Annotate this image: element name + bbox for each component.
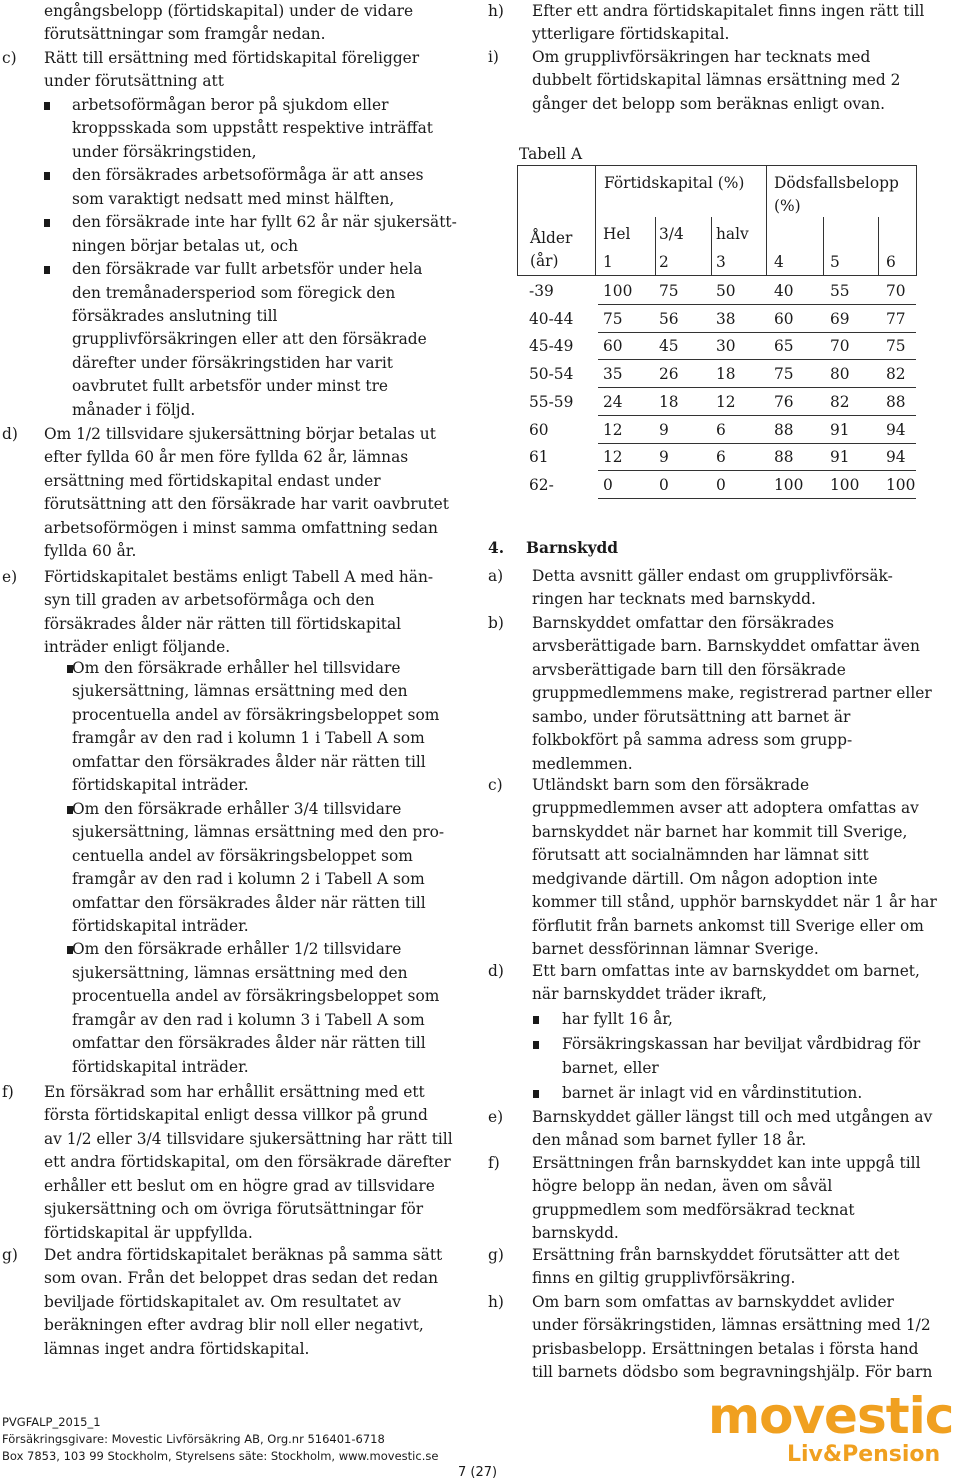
table-column-number: 4 — [774, 253, 784, 271]
paragraph-line: sjukersättning och om övriga förutsättningar för — [44, 1200, 424, 1219]
table-cell: 100 — [774, 475, 804, 494]
table-cell: 0 — [603, 475, 613, 494]
table-row-rule — [598, 498, 916, 499]
table-cell: 18 — [659, 392, 679, 411]
table-divider — [916, 165, 917, 275]
paragraph-line: barnskyddet när barnet har kommit till Sverige, — [532, 822, 908, 841]
table-divider — [823, 217, 824, 275]
table-group-header: Förtidskapital (%) — [604, 174, 745, 192]
bullet-line: sjukersättning, lämnas ersättning med den pro- — [72, 823, 445, 842]
section-title: Barnskydd — [526, 539, 619, 557]
paragraph-line: när barnskyddet träder ikraft, — [532, 985, 767, 1004]
paragraph-line: Efter ett andra förtidskapitalet finns ingen rätt till — [532, 2, 925, 20]
table-cell: 88 — [886, 392, 906, 411]
paragraph-line: till barnets dödsbo som begravningshjälp. För barn — [532, 1363, 933, 1382]
table-row-age: 55-59 — [529, 392, 574, 411]
bullet-marker — [533, 1016, 539, 1024]
table-cell: 60 — [774, 309, 794, 328]
table-row-age: 45-49 — [529, 337, 574, 356]
paragraph-line: gruppmedlem som medförsäkrad tecknat — [532, 1200, 855, 1219]
bullet-line: Om den försäkrade erhåller hel tillsvidare — [72, 659, 401, 677]
paragraph-line: barnet dessförinnan lämnar Sverige. — [532, 940, 819, 959]
table-group-header: (%) — [774, 197, 801, 215]
bullet-line: försäkrades anslutning till — [72, 306, 278, 325]
paragraph-line: arvsberättigade barn. Barnskyddet omfattar även — [532, 637, 920, 656]
paragraph-line: gånger det belopp som beräknas enligt ovan. — [532, 94, 886, 113]
table-column-number: 6 — [886, 253, 896, 271]
paragraph-line: gruppmedlemmens make, registrerad partner eller — [532, 684, 932, 703]
paragraph-line: kommer till stånd, upphör barnskyddet när 1 år har — [532, 893, 937, 912]
table-cell: 82 — [886, 365, 906, 384]
bullet-line: månader i följd. — [72, 400, 196, 419]
table-cell: 88 — [774, 448, 794, 467]
footer-insurer: Försäkringsgivare: Movestic Livförsäkring AB, Org.nr 516401-6718 — [2, 1432, 385, 1446]
bullet-marker — [44, 172, 50, 180]
table-cell: 91 — [830, 420, 850, 439]
table-cell: 88 — [774, 420, 794, 439]
paragraph-line: första förtidskapital enligt dessa villkor på grund — [44, 1106, 428, 1125]
table-cell: 55 — [830, 282, 850, 300]
paragraph-line: efter fyllda 60 år men före fyllda 62 år, lämnas — [44, 448, 409, 467]
table-row-rule — [598, 332, 916, 333]
bullet-marker — [533, 1041, 539, 1049]
table-sub-header: halv — [716, 225, 749, 243]
table-row-header: Ålder — [530, 229, 573, 247]
bullet-line: därefter under försäkringstiden har varit — [72, 353, 393, 372]
bullet-line: oavbrutet fullt arbetsför under minst tre — [72, 377, 389, 396]
table-cell: 75 — [659, 282, 679, 300]
paragraph-line: Ett barn omfattas inte av barnskyddet om barnet, — [532, 962, 920, 980]
bullet-line: barnet är inlagt vid en vårdinstitution. — [562, 1084, 863, 1103]
paragraph-line: finns en giltig grupplivförsäkring. — [532, 1269, 796, 1288]
paragraph-line: den månad som barnet fyller 18 år. — [532, 1131, 807, 1150]
paragraph-line: beviljade förtidskapitalet av. Om resultatet av — [44, 1292, 401, 1311]
table-column-number: 5 — [830, 253, 840, 271]
paragraph-line: dubbelt förtidskapital lämnas ersättning med 2 — [532, 71, 901, 90]
table-cell: 100 — [886, 475, 916, 494]
table-cell: 82 — [830, 392, 850, 411]
table-cell: 69 — [830, 309, 850, 328]
bullet-line: framgår av den rad i kolumn 3 i Tabell A som — [72, 1010, 425, 1029]
bullet-line: omfattar den försäkrades ålder när rätten till — [72, 1034, 426, 1053]
bullet-line: under försäkringstiden, — [72, 142, 257, 161]
paragraph-line: Utländskt barn som den försäkrade — [532, 776, 810, 794]
table-cell: 94 — [886, 448, 906, 467]
table-cell: 75 — [774, 365, 794, 384]
paragraph-line: Barnskyddet gäller längst till och med utgången av — [532, 1108, 933, 1126]
table-divider — [766, 165, 767, 275]
bullet-line: som varaktigt nedsatt med minst hälften, — [72, 189, 395, 208]
paragraph-line: medlemmen. — [532, 754, 633, 773]
paragraph-line: gruppmedlemmen avser att adoptera omfattas av — [532, 799, 919, 818]
paragraph-line: Om grupplivförsäkringen har tecknats med — [532, 48, 871, 66]
table-divider — [878, 217, 879, 275]
bullet-line: barnet, eller — [562, 1058, 659, 1077]
paragraph-line: beräkningen efter avdrag blir noll eller negativt, — [44, 1316, 424, 1335]
item-label: d) — [488, 962, 504, 980]
bullet-line: grupplivförsäkringen eller att den försäkrade — [72, 330, 427, 349]
paragraph-line: Rätt till ersättning med förtidskapital föreligger — [44, 49, 420, 67]
table-column-number: 2 — [659, 253, 669, 271]
paragraph-line: Detta avsnitt gäller endast om grupplivförsäk- — [532, 567, 893, 585]
item-label: c) — [2, 49, 17, 67]
paragraph-line: En försäkrad som har erhållit ersättning med ett — [44, 1083, 425, 1101]
bullet-line: framgår av den rad i kolumn 2 i Tabell A som — [72, 870, 425, 889]
table-cell: 9 — [659, 420, 669, 439]
paragraph-line: engångsbelopp (förtidskapital) under de vidare — [44, 2, 414, 20]
table-cell: 0 — [716, 475, 726, 494]
table-cell: 40 — [774, 282, 794, 300]
paragraph-line: barnskydd. — [532, 1224, 619, 1243]
table-cell: 45 — [659, 337, 679, 356]
paragraph-line: arvsberättigade barn till den försäkrade — [532, 660, 846, 679]
paragraph-line: under förutsättning att — [44, 72, 224, 91]
bullet-line: den tremånadersperiod som föregick den — [72, 283, 396, 302]
table-group-header: Dödsfallsbelopp — [774, 174, 899, 192]
paragraph-line: förutsättning att den försäkrade har varit oavbrutet — [44, 495, 449, 514]
table-cell: 76 — [774, 392, 794, 411]
paragraph-line: medgivande därtill. Om någon adoption inte — [532, 869, 878, 888]
bullet-line: Om den försäkrade erhåller 1/2 tillsvidare — [72, 940, 402, 959]
movestic-logo: movestic — [708, 1387, 954, 1445]
item-label: i) — [488, 48, 499, 66]
table-row-header: (år) — [530, 252, 559, 270]
paragraph-line: Om barn som omfattas av barnskyddet avlider — [532, 1293, 894, 1311]
table-cell: 75 — [603, 309, 623, 328]
table-row-rule — [598, 470, 916, 471]
table-divider — [655, 217, 656, 275]
table-cell: 56 — [659, 309, 679, 328]
bullet-line: kroppsskada som uppstått respektive inträffat — [72, 119, 433, 138]
paragraph-line: försäkrades ålder när rätten till förtidskapital — [44, 614, 402, 633]
table-cell: 12 — [716, 392, 736, 411]
bullet-marker — [533, 1090, 539, 1098]
bullet-line: förtidskapital inträder. — [72, 916, 249, 935]
table-cell: 75 — [886, 337, 906, 356]
bullet-line: sjukersättning, lämnas ersättning med den — [72, 963, 408, 982]
table-cell: 30 — [716, 337, 736, 356]
table-cell: 65 — [774, 337, 794, 356]
table-divider — [595, 165, 596, 275]
table-header-rule — [517, 275, 917, 276]
bullet-line: omfattar den försäkrades ålder när rätten till — [72, 752, 426, 771]
paragraph-line: ett andra förtidskapital, om den försäkrade därefter — [44, 1153, 451, 1172]
table-row-rule — [598, 304, 916, 305]
table-cell: 50 — [716, 282, 736, 300]
bullet-line: den försäkrade var fullt arbetsför under hela — [72, 260, 423, 279]
footer-code: PVGFALP_2015_1 — [2, 1415, 101, 1429]
table-row-age: 60 — [529, 420, 549, 439]
table-cell: 91 — [830, 448, 850, 467]
table-row-age: -39 — [529, 282, 554, 300]
paragraph-line: högre belopp än nedan, även om såväl — [532, 1177, 833, 1196]
table-row-age: 62- — [529, 475, 554, 494]
table-top-rule — [517, 165, 917, 166]
paragraph-line: förtidskapital är uppfyllda. — [44, 1223, 253, 1242]
paragraph-line: ersättning med förtidskapital endast under — [44, 471, 381, 490]
bullet-line: ningen börjar betalas ut, och — [72, 236, 299, 255]
bullet-line: förtidskapital inträder. — [72, 776, 249, 795]
paragraph-line: Ersättning från barnskyddet förutsätter att det — [532, 1246, 900, 1264]
paragraph-line: prisbasbelopp. Ersättningen betalas i första hand — [532, 1339, 919, 1358]
bullet-marker — [44, 102, 50, 110]
item-label: d) — [2, 425, 18, 443]
paragraph-line: Det andra förtidskapitalet beräknas på samma sätt — [44, 1246, 443, 1264]
table-cell: 70 — [830, 337, 850, 356]
bullet-line: centuella andel av försäkringsbeloppet som — [72, 846, 413, 865]
paragraph-line: ringen har tecknats med barnskydd. — [532, 590, 816, 609]
bullet-line: Försäkringskassan har beviljat vårdbidrag för — [562, 1035, 921, 1054]
paragraph-line: under försäkringstiden, lämnas ersättning med 1/2 — [532, 1316, 931, 1335]
bullet-line: procentuella andel av försäkringsbeloppet som — [72, 705, 440, 724]
paragraph-line: arbetsoförmögen i minst samma omfattning sedan — [44, 518, 438, 537]
paragraph-line: sambo, under förutsättning att barnet är — [532, 707, 851, 726]
paragraph-line: inträder enligt följande. — [44, 638, 231, 657]
table-column-number: 1 — [603, 253, 613, 271]
item-label: b) — [488, 614, 504, 632]
bullet-line: procentuella andel av försäkringsbeloppet som — [72, 987, 440, 1006]
paragraph-line: lämnas inget andra förtidskapital. — [44, 1339, 310, 1358]
table-cell: 6 — [716, 448, 726, 467]
table-sub-header: Hel — [603, 225, 631, 243]
paragraph-line: förutsatt att socialnämnden har lämnat sitt — [532, 846, 869, 865]
table-row-rule — [598, 415, 916, 416]
item-label: f) — [2, 1083, 14, 1101]
table-row-rule — [598, 387, 916, 388]
table-cell: 6 — [716, 420, 726, 439]
table-cell: 9 — [659, 448, 669, 467]
item-label: h) — [488, 1293, 504, 1311]
item-label: a) — [488, 567, 504, 585]
table-cell: 77 — [886, 309, 906, 328]
item-label: e) — [2, 568, 18, 586]
paragraph-line: ytterligare förtidskapital. — [532, 25, 730, 44]
bullet-line: Om den försäkrade erhåller 3/4 tillsvidare — [72, 799, 402, 818]
table-cell: 60 — [603, 337, 623, 356]
table-divider — [711, 217, 712, 275]
table-row-age: 61 — [529, 448, 549, 467]
page-number: 7 (27) — [458, 1465, 498, 1480]
item-label: h) — [488, 2, 504, 20]
table-cell: 12 — [603, 448, 623, 467]
footer-address: Box 7853, 103 99 Stockholm, Styrelsens säte: Stockholm, www.movestic.se — [2, 1449, 439, 1463]
paragraph-line: folkbokfört på samma adress som grupp- — [532, 731, 853, 750]
table-cell: 94 — [886, 420, 906, 439]
bullet-line: den försäkrade inte har fyllt 62 år när sjukersätt- — [72, 213, 457, 232]
paragraph-line: Barnskyddet omfattar den försäkrades — [532, 614, 834, 632]
item-label: g) — [2, 1246, 18, 1264]
table-row-rule — [598, 359, 916, 360]
paragraph-line: förflutit från barnets ankomst till Sverige eller om — [532, 916, 924, 935]
paragraph-line: erhåller ett beslut om en högre grad av tillsvidare — [44, 1176, 435, 1195]
table-sub-header: 3/4 — [659, 225, 684, 243]
table-row-rule — [598, 443, 916, 444]
paragraph-line: fyllda 60 år. — [44, 542, 137, 561]
table-cell: 18 — [716, 365, 736, 384]
item-label: f) — [488, 1154, 500, 1172]
table-divider — [517, 165, 518, 275]
paragraph-line: syn till graden av arbetsoförmåga och den — [44, 591, 375, 610]
bullet-marker — [44, 266, 50, 274]
paragraph-line: Ersättningen från barnskyddet kan inte uppgå till — [532, 1154, 921, 1172]
bullet-marker — [44, 219, 50, 227]
table-row-age: 40-44 — [529, 309, 574, 328]
item-label: c) — [488, 776, 503, 794]
bullet-line: den försäkrades arbetsoförmåga är att anses — [72, 166, 424, 185]
item-label: e) — [488, 1108, 504, 1126]
table-column-number: 3 — [716, 253, 726, 271]
table-caption: Tabell A — [519, 145, 583, 163]
paragraph-line: förutsättningar som framgår nedan. — [44, 25, 326, 44]
paragraph-line: av 1/2 eller 3/4 tillsvidare sjukersättning har rätt till — [44, 1129, 453, 1148]
paragraph-line: som ovan. Från det beloppet dras sedan det redan — [44, 1269, 439, 1288]
table-cell: 26 — [659, 365, 679, 384]
bullet-line: förtidskapital inträder. — [72, 1057, 249, 1076]
table-cell: 70 — [886, 282, 906, 300]
item-label: g) — [488, 1246, 504, 1264]
table-cell: 38 — [716, 309, 736, 328]
table-row-age: 50-54 — [529, 365, 574, 384]
bullet-line: omfattar den försäkrades ålder när rätten till — [72, 893, 426, 912]
bullet-line: arbetsoförmågan beror på sjukdom eller — [72, 95, 389, 114]
bullet-line: sjukersättning, lämnas ersättning med den — [72, 682, 408, 701]
paragraph-line: Förtidskapitalet bestäms enligt Tabell A med hän- — [44, 568, 434, 586]
table-cell: 0 — [659, 475, 669, 494]
section-number: 4. — [488, 539, 505, 557]
bullet-line: har fyllt 16 år, — [562, 1010, 673, 1028]
bullet-line: framgår av den rad i kolumn 1 i Tabell A som — [72, 729, 425, 748]
table-cell: 100 — [603, 282, 633, 300]
table-cell: 12 — [603, 420, 623, 439]
table-cell: 80 — [830, 365, 850, 384]
table-cell: 35 — [603, 365, 623, 384]
paragraph-line: Om 1/2 tillsvidare sjukersättning börjar betalas ut — [44, 425, 436, 443]
movestic-logo-subtitle: Liv&Pension — [787, 1442, 941, 1467]
table-cell: 100 — [830, 475, 860, 494]
table-cell: 24 — [603, 392, 623, 411]
